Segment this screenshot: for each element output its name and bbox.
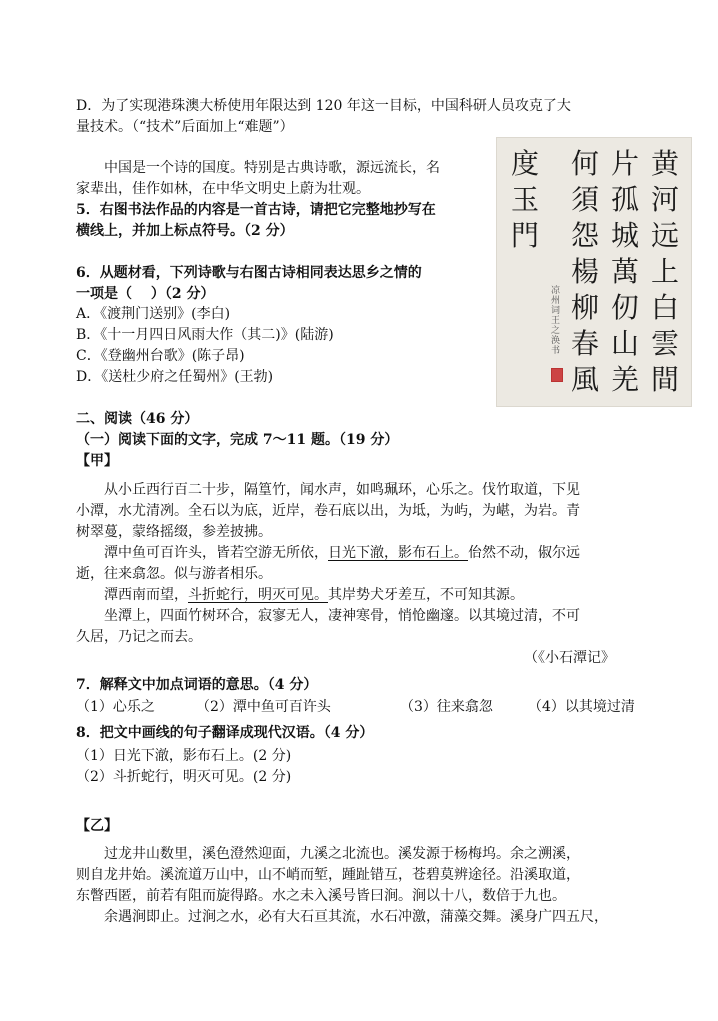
callig-char: 何: [570, 147, 599, 180]
question-6-line1: 6．从题材看，下列诗歌与右图古诗相同表达思乡之情的: [76, 265, 422, 281]
underlined-sentence-1: 日光下澈，影布石上。: [328, 545, 468, 561]
underlined-sentence-2: 斗折蛇行，明灭可见。: [188, 587, 328, 603]
jia-p3-post: 其岸势犬牙差互，不可知其源。: [328, 587, 524, 603]
callig-char: 仞: [610, 291, 639, 324]
q7-item-4: （4）以其境过清: [528, 699, 635, 715]
question-5-line2: 横线上，并加上标点符号。（2 分）: [76, 223, 294, 239]
callig-char: 白: [650, 291, 679, 324]
callig-char: 雲: [650, 327, 679, 360]
callig-column-3: [565, 146, 605, 398]
yi-p1-line2: 则自龙井始。溪流道万山中，山不峭而堑，踵趾错互，苍碧莫辨途径。沿溪取道，: [76, 867, 580, 883]
jia-p4-line1: 坐潭上，四面竹树环合，寂寥无人，凄神寒骨，悄怆幽邃。以其境过清，不可: [104, 608, 580, 624]
q6-option-d: D．《送杜少府之任蜀州》(王勃): [76, 369, 274, 385]
question-8: 8．把文中画线的句子翻译成现代汉语。（4 分）: [76, 725, 374, 741]
callig-char: 間: [650, 363, 679, 396]
passage-yi-label: 【乙】: [76, 818, 118, 834]
q8-item-1: （1）日光下澈，影布石上。(2 分): [76, 748, 292, 764]
jia-p3-pre: 潭西南而望，: [104, 587, 188, 603]
callig-char: 片: [610, 147, 639, 180]
callig-column-4: [505, 146, 545, 254]
jia-p1-line3: 树翠蔓，蒙络摇缀，参差披拂。: [76, 524, 272, 540]
callig-char: 羌: [610, 363, 639, 396]
callig-column-1: [645, 146, 685, 398]
jia-p2-line1: [104, 543, 580, 563]
callig-char: 怨: [570, 219, 599, 252]
callig-char: 上: [650, 255, 679, 288]
q6-option-a: A．《渡荆门送别》(李白): [76, 306, 231, 322]
yi-p2-line1: 余遇涧即止。过涧之水，必有大石亘其流，水石冲激，蒲藻交舞。溪身广四五尺，: [104, 909, 608, 925]
calligraphy-image: [496, 137, 692, 407]
callig-char: 春: [570, 327, 599, 360]
jia-p2-post: 佁然不动，俶尔远: [468, 545, 580, 561]
callig-char: 玉: [510, 183, 539, 216]
callig-char: 度: [510, 147, 539, 180]
callig-signature: 凉州词 王之涣 书: [551, 286, 561, 356]
callig-char: 楊: [570, 255, 599, 288]
section-2-heading: 二、阅读（46 分）: [76, 411, 199, 427]
callig-char: 城: [610, 219, 639, 252]
jia-p3-line1: [104, 585, 524, 605]
callig-column-2: [605, 146, 645, 398]
q6-option-b: B．《十一月四日风雨大作（其二)》(陆游): [76, 327, 334, 343]
callig-char: 萬: [610, 255, 639, 288]
callig-char: 山: [610, 327, 639, 360]
callig-char: 河: [650, 183, 679, 216]
yi-p1-line1: 过龙井山数里，溪色澄然迎面，九溪之北流也。溪发源于杨梅坞。余之溯溪，: [104, 846, 580, 862]
callig-char: 須: [570, 183, 599, 216]
q8-item-2: （2）斗折蛇行，明灭可见。(2 分): [76, 769, 292, 785]
jia-p4-line2: 久居，乃记之而去。: [76, 629, 202, 645]
callig-char: 風: [570, 363, 599, 396]
jia-p2-line2: 逝，往来翕忽。似与游者相乐。: [76, 566, 272, 582]
callig-char: 柳: [570, 291, 599, 324]
callig-char: 黄: [650, 147, 679, 180]
option-d-line2: 量技术。（“技术”后面加上“难题”）: [76, 119, 294, 135]
passage-source: （《小石潭记》: [524, 650, 615, 666]
callig-seal: [551, 368, 563, 382]
poem-intro-line2: 家辈出，佳作如林，在中华文明史上蔚为壮观。: [76, 181, 370, 197]
question-7: 7．解释文中加点词语的意思。（4 分）: [76, 677, 318, 693]
callig-char: 門: [510, 219, 539, 252]
question-5-line1: 5．右图书法作品的内容是一首古诗，请把它完整地抄写在: [76, 202, 436, 218]
jia-p1-line2: 小潭，水尤清冽。全石以为底，近岸，卷石底以出，为坻，为屿，为嵁，为岩。青: [76, 503, 580, 519]
subsection-1-heading: （一）阅读下面的文字，完成 7～11 题。（19 分）: [76, 432, 399, 448]
poem-intro-line1: 中国是一个诗的国度。特别是古典诗歌，源远流长，名: [104, 160, 440, 176]
jia-p2-pre: 潭中鱼可百许头，皆若空游无所依，: [104, 545, 328, 561]
q7-item-1: （1）心乐之: [76, 699, 155, 715]
q6-option-c: C．《登幽州台歌》(陈子昂): [76, 348, 245, 364]
passage-jia-label: 【甲】: [76, 453, 118, 469]
question-6-line2: 一项是（ ）（2 分）: [76, 286, 215, 302]
yi-p1-line3: 东瞥西匿，前若有阻而旋得路。水之未入溪号皆曰涧。涧以十八，数倍于九也。: [76, 888, 566, 904]
q7-item-2: （2）潭中鱼可百许头: [196, 699, 331, 715]
jia-p1-line1: 从小丘西行百二十步，隔篁竹，闻水声，如鸣珮环，心乐之。伐竹取道，下见: [104, 482, 580, 498]
callig-char: 远: [650, 219, 679, 252]
q7-item-3: （3）往来翕忽: [400, 699, 493, 715]
option-d-line1: D．为了实现港珠澳大桥使用年限达到 120 年这一目标，中国科研人员攻克了大: [76, 98, 571, 114]
callig-char: 孤: [610, 183, 639, 216]
